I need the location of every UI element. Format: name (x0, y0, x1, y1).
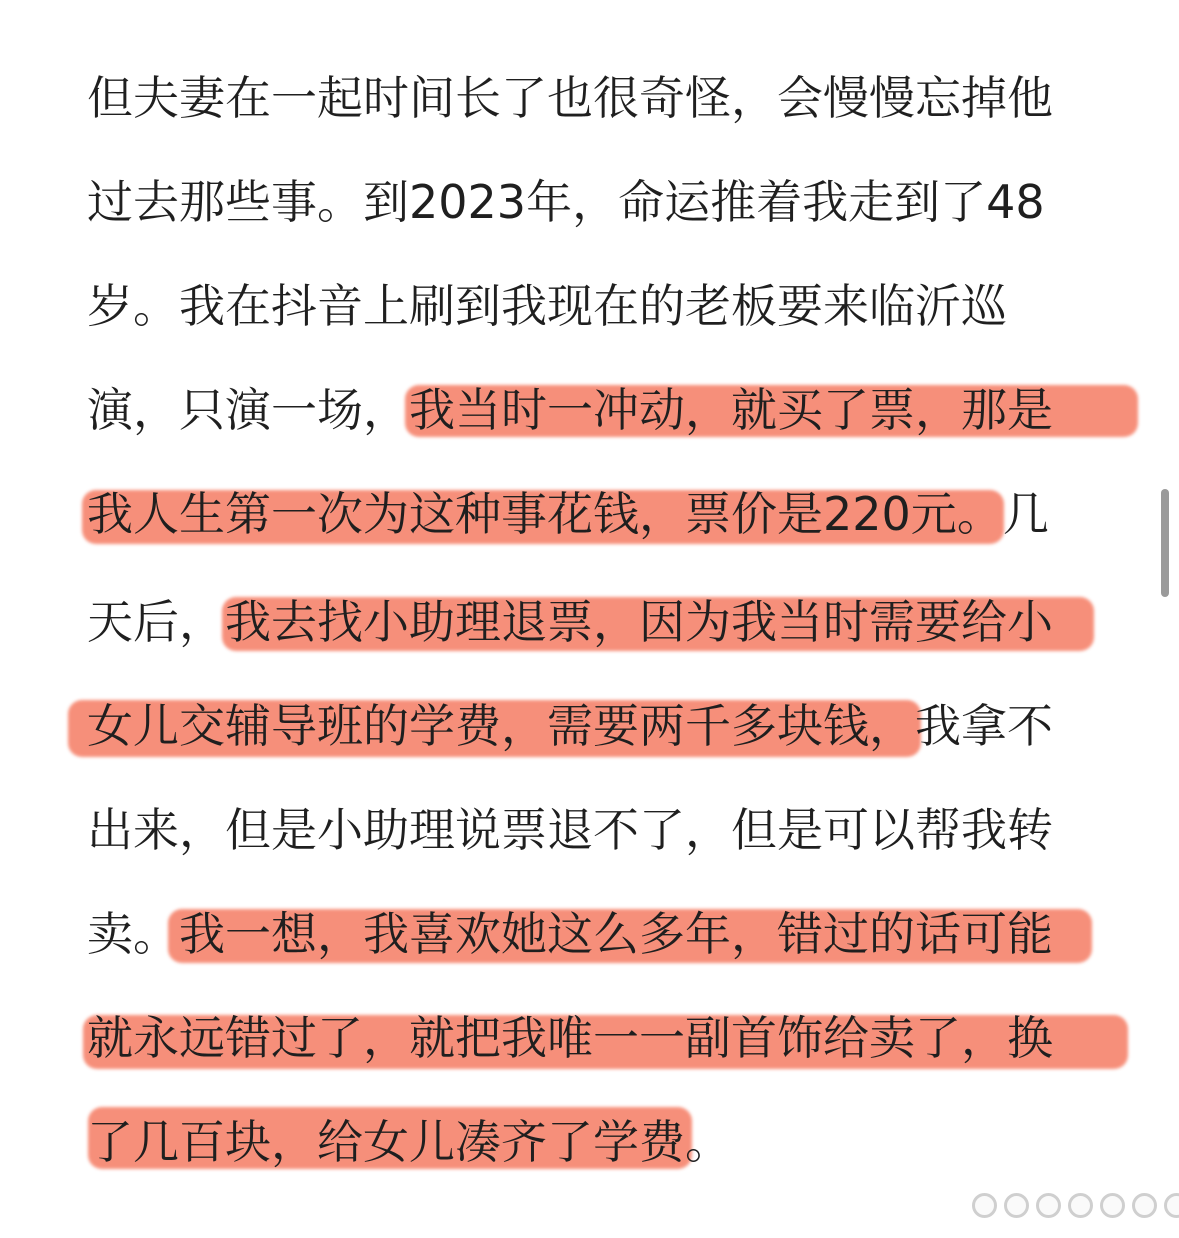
text-segment: 我拿不 (915, 699, 1053, 753)
watermark-dot (1036, 1193, 1061, 1218)
text-segment: 卖。 (87, 907, 179, 961)
watermark-dot (1132, 1193, 1157, 1218)
highlighted-segment: 我一想，我喜欢她这么多年，错过的话可能 (179, 907, 1053, 961)
highlighted-segment: 我人生第一次为这种事花钱，票价是220元 (87, 487, 957, 541)
text-line (87, 882, 1097, 986)
highlighted-segment: 女儿交辅导班的学费，需要两千多块钱， (87, 699, 915, 753)
text-line (87, 1090, 1097, 1194)
scrollbar[interactable] (1161, 489, 1169, 597)
text-segment: 过去那些事。到2023年，命运推着我走到了48 (87, 175, 1045, 229)
text-segment: 演，只演一场， (87, 383, 409, 437)
text-line (87, 150, 1097, 254)
text-line (87, 46, 1097, 150)
text-line (87, 570, 1097, 674)
text-line (87, 358, 1097, 462)
watermark-dot (1164, 1193, 1179, 1218)
watermark-dot (1068, 1193, 1093, 1218)
weibo-dots-watermark-icon (972, 1193, 1179, 1218)
highlighted-segment: 就永远错过了，就把我唯一一副首饰给卖了，换 (87, 1011, 1053, 1065)
text-line (87, 674, 1097, 778)
text-segment: 但夫妻在一起时间长了也很奇怪，会慢慢忘掉他 (87, 71, 1053, 125)
watermark-dot (972, 1193, 997, 1218)
watermark-dot (1004, 1193, 1029, 1218)
highlighted-segment: 我当时一冲动，就买了票，那是 (409, 383, 1053, 437)
text-segment: 。几 (956, 487, 1049, 541)
text-segment: 岁。我在抖音上刷到我现在的老板要来临沂巡 (87, 279, 1007, 333)
highlighted-segment: 我去找小助理退票，因为我当时需要给小 (225, 595, 1053, 649)
text-segment: 出来，但是小助理说票退不了，但是可以帮我转 (87, 803, 1053, 857)
text-segment: 。 (685, 1115, 731, 1169)
text-segment: 天后， (87, 595, 225, 649)
text-line (87, 986, 1097, 1090)
highlighted-segment: 了几百块，给女儿凑齐了学费 (87, 1115, 685, 1169)
text-line (87, 254, 1097, 358)
text-line (87, 778, 1097, 882)
text-line (87, 462, 1097, 566)
watermark-dot (1100, 1193, 1125, 1218)
